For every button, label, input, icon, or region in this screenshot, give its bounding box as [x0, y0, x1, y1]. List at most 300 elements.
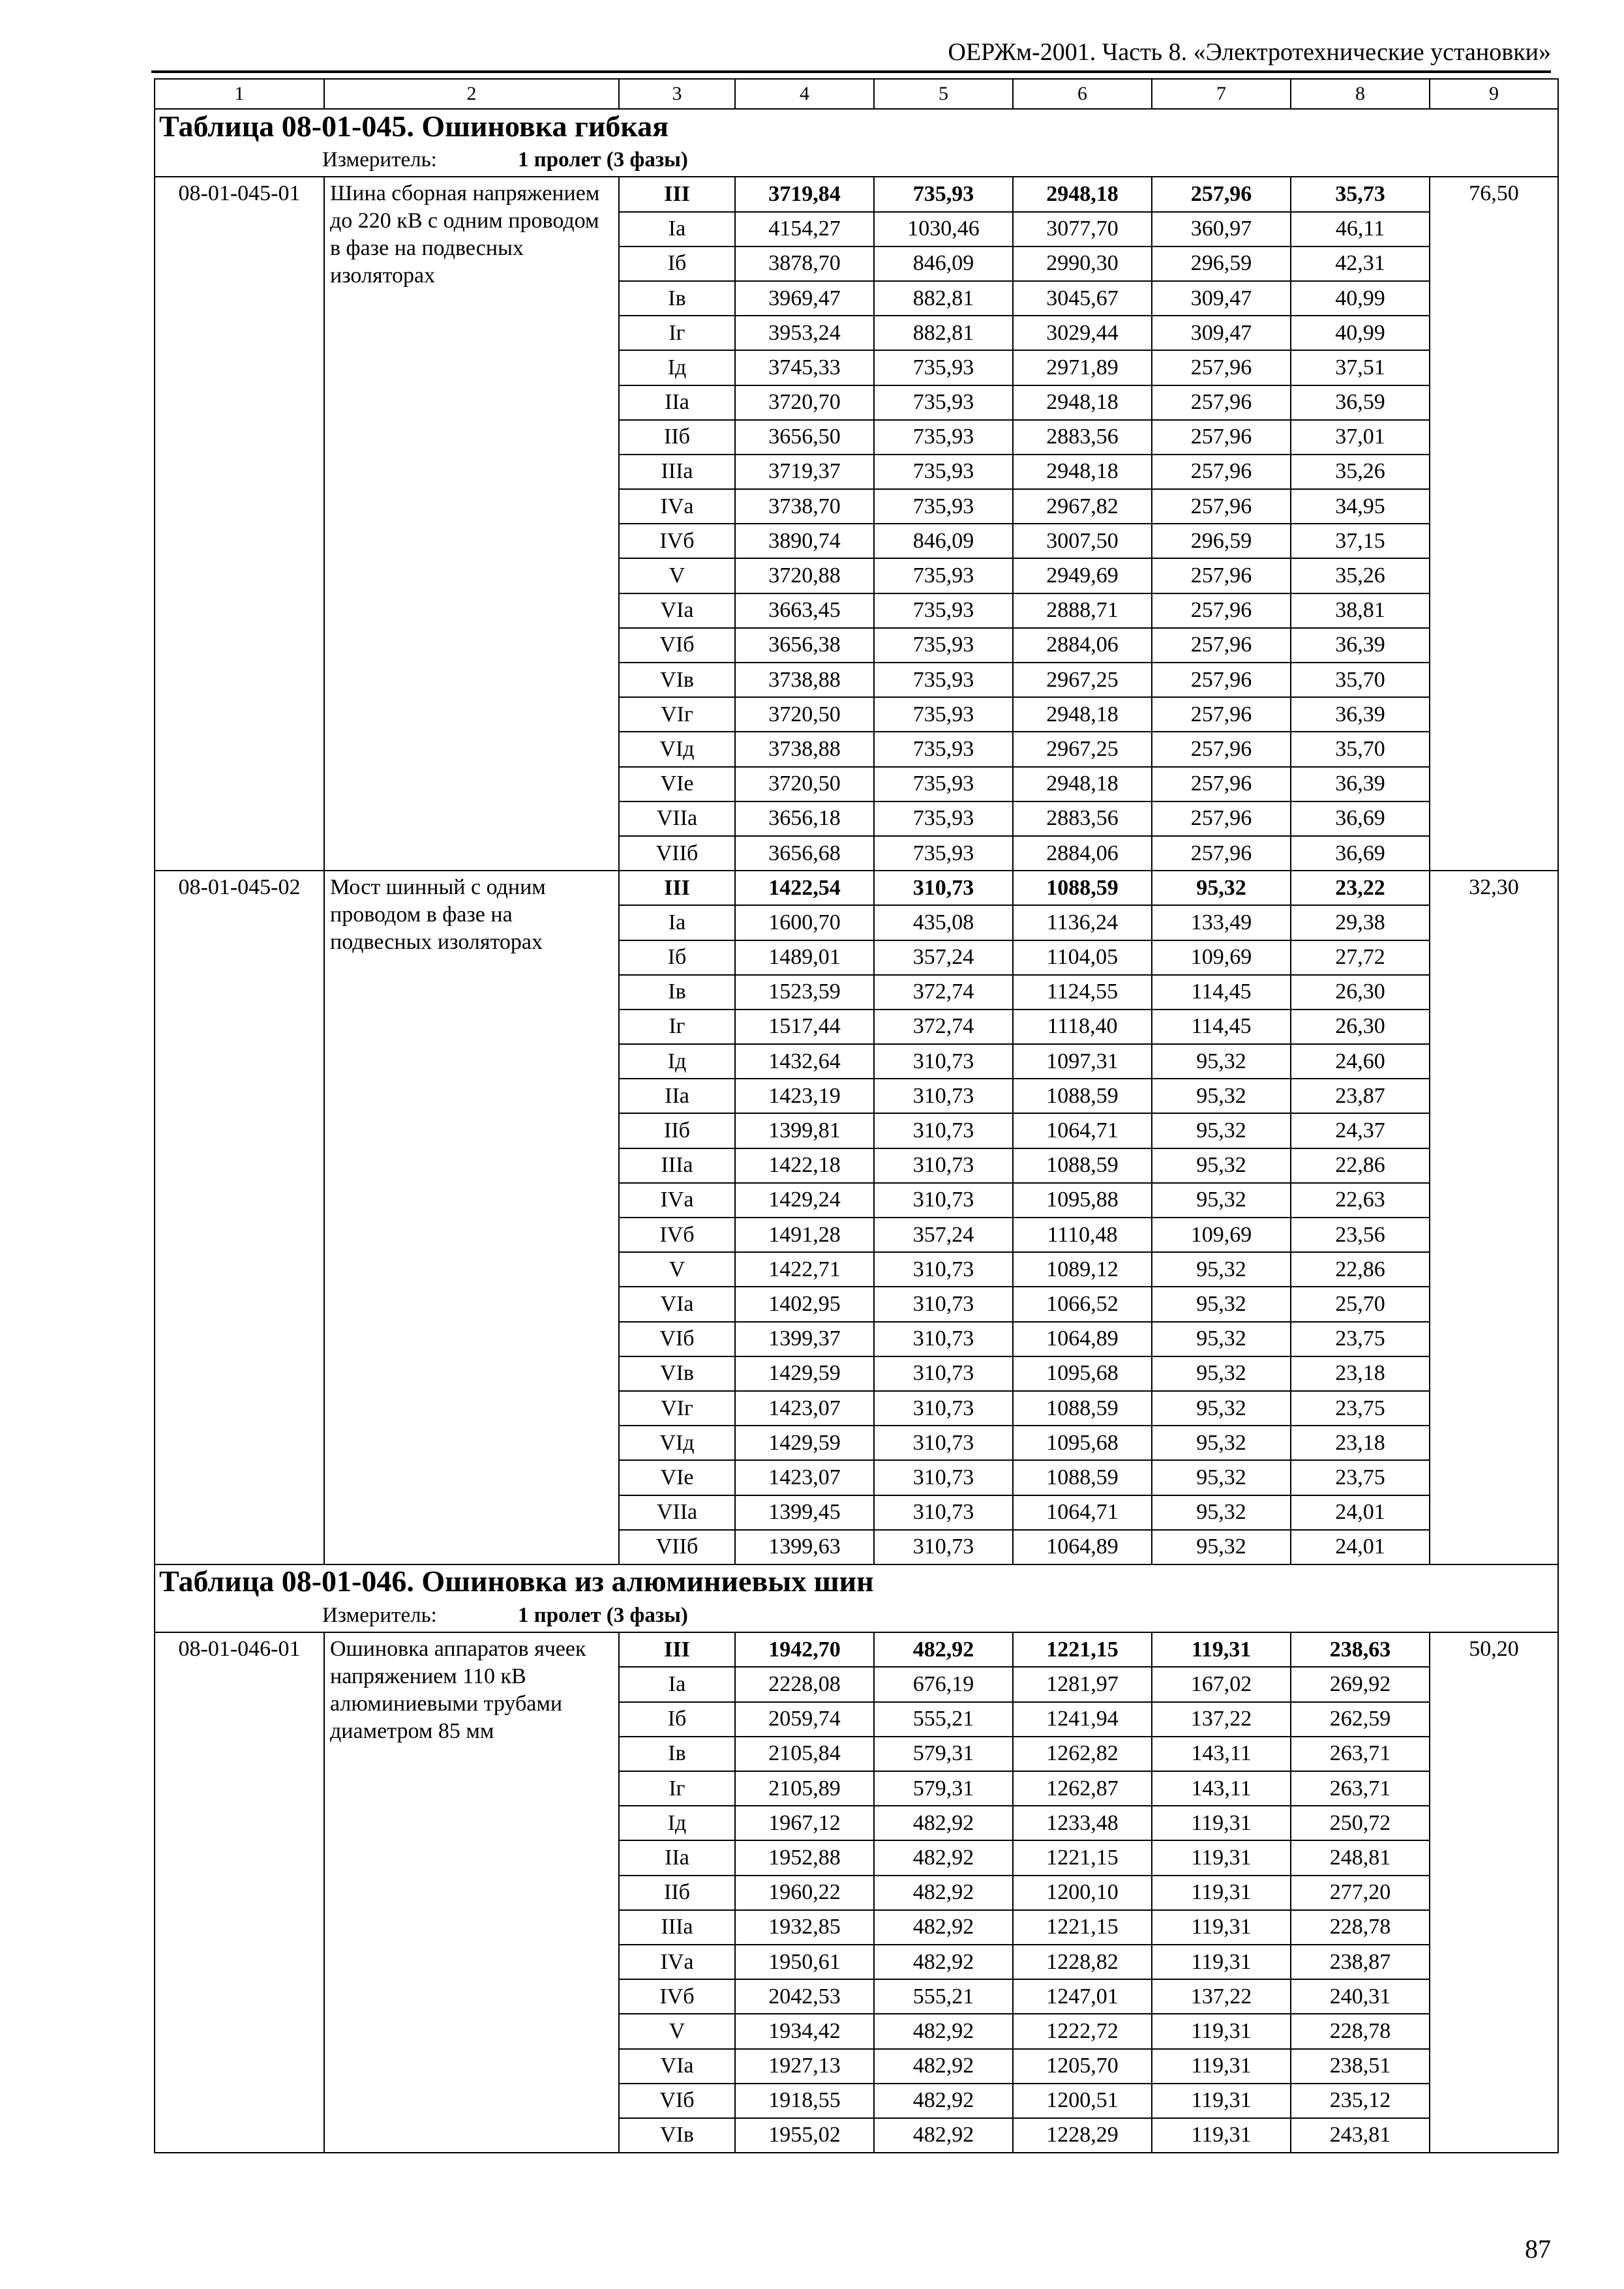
- page-number: 87: [1525, 2234, 1551, 2264]
- value-cell: 257,96: [1152, 558, 1291, 593]
- value-cell: 35,26: [1291, 455, 1430, 489]
- value-cell: 1095,68: [1013, 1426, 1152, 1460]
- value-cell: 26,30: [1291, 1010, 1430, 1044]
- value-cell: 735,93: [874, 489, 1013, 524]
- item-code: 08-01-045-02: [155, 871, 324, 1564]
- value-cell: 1399,37: [735, 1322, 874, 1356]
- value-cell: 482,92: [874, 1632, 1013, 1667]
- value-cell: 1089,12: [1013, 1252, 1152, 1287]
- value-cell: 735,93: [874, 455, 1013, 489]
- value-cell: 257,96: [1152, 732, 1291, 766]
- zone-cell: VIв: [619, 2118, 735, 2153]
- zone-cell: III: [619, 1632, 735, 1667]
- value-cell: 95,32: [1152, 1356, 1291, 1391]
- value-cell: 257,96: [1152, 420, 1291, 455]
- value-cell: 36,39: [1291, 628, 1430, 663]
- value-cell: 95,32: [1152, 1530, 1291, 1564]
- value-cell: 1228,82: [1013, 1945, 1152, 1979]
- value-cell: 1064,71: [1013, 1113, 1152, 1148]
- value-cell: 95,32: [1152, 1460, 1291, 1495]
- value-cell: 119,31: [1152, 1840, 1291, 1875]
- zone-cell: VIг: [619, 1391, 735, 1426]
- value-cell: 257,96: [1152, 801, 1291, 836]
- value-cell: 1110,48: [1013, 1218, 1152, 1252]
- table-row: [155, 1632, 1558, 1667]
- value-cell: 2971,89: [1013, 350, 1152, 385]
- zone-cell: Iв: [619, 1737, 735, 1771]
- zone-cell: VIб: [619, 1322, 735, 1356]
- value-cell: 35,70: [1291, 732, 1430, 766]
- value-cell: 882,81: [874, 316, 1013, 350]
- measure-row: [155, 1598, 1558, 1632]
- value-cell: 3656,38: [735, 628, 874, 663]
- value-cell: 1517,44: [735, 1010, 874, 1044]
- value-cell: 36,39: [1291, 767, 1430, 801]
- zone-cell: VIв: [619, 1356, 735, 1391]
- value-cell: 36,59: [1291, 385, 1430, 420]
- value-cell: 846,09: [874, 524, 1013, 558]
- zone-cell: VIа: [619, 2049, 735, 2084]
- value-cell: 3720,70: [735, 385, 874, 420]
- value-cell: 579,31: [874, 1737, 1013, 1771]
- value-cell: 29,38: [1291, 905, 1430, 940]
- zone-cell: VIб: [619, 628, 735, 663]
- value-cell: 2948,18: [1013, 697, 1152, 732]
- value-cell: 143,11: [1152, 1771, 1291, 1806]
- value-cell: 1088,59: [1013, 1079, 1152, 1113]
- value-cell: 1064,89: [1013, 1322, 1152, 1356]
- value-cell: 1960,22: [735, 1876, 874, 1910]
- value-cell: 3745,33: [735, 350, 874, 385]
- value-cell: 435,08: [874, 905, 1013, 940]
- measure-cell: [155, 143, 1558, 177]
- value-cell: 1422,54: [735, 871, 874, 905]
- value-cell: 1221,15: [1013, 1910, 1152, 1945]
- value-cell: 238,87: [1291, 1945, 1430, 1979]
- value-cell: 1262,82: [1013, 1737, 1152, 1771]
- zone-cell: V: [619, 1252, 735, 1287]
- value-cell: 1088,59: [1013, 1460, 1152, 1495]
- table-title-row: [155, 109, 1558, 143]
- zone-cell: Iб: [619, 940, 735, 975]
- column-number: 5: [874, 79, 1013, 109]
- value-cell: 1952,88: [735, 1840, 874, 1875]
- value-cell: 1429,24: [735, 1183, 874, 1218]
- value-cell: 1932,85: [735, 1910, 874, 1945]
- zone-cell: III: [619, 177, 735, 211]
- zone-cell: Iг: [619, 316, 735, 350]
- zone-cell: VIе: [619, 1460, 735, 1495]
- value-cell: 1205,70: [1013, 2049, 1152, 2084]
- value-cell: 1402,95: [735, 1287, 874, 1321]
- value-cell: 1950,61: [735, 1945, 874, 1979]
- value-cell: 257,96: [1152, 836, 1291, 871]
- value-cell: 372,74: [874, 1010, 1013, 1044]
- value-cell: 34,95: [1291, 489, 1430, 524]
- value-cell: 257,96: [1152, 489, 1291, 524]
- value-cell: 1432,64: [735, 1044, 874, 1079]
- value-cell: 2883,56: [1013, 420, 1152, 455]
- value-cell: 482,92: [874, 2014, 1013, 2048]
- value-cell: 95,32: [1152, 1322, 1291, 1356]
- value-cell: 482,92: [874, 1840, 1013, 1875]
- table-title-row: [155, 1564, 1558, 1598]
- value-cell: 2949,69: [1013, 558, 1152, 593]
- value-cell: 372,74: [874, 975, 1013, 1010]
- value-cell: 1955,02: [735, 2118, 874, 2153]
- value-cell: 310,73: [874, 1148, 1013, 1183]
- value-cell: 1429,59: [735, 1426, 874, 1460]
- zone-cell: IIа: [619, 1840, 735, 1875]
- value-cell: 846,09: [874, 247, 1013, 281]
- value-cell: 37,01: [1291, 420, 1430, 455]
- value-cell: 109,69: [1152, 1218, 1291, 1252]
- value-cell: 235,12: [1291, 2084, 1430, 2118]
- value-cell: 735,93: [874, 385, 1013, 420]
- value-cell: 23,87: [1291, 1079, 1430, 1113]
- measure-cell: [155, 1598, 1558, 1632]
- value-cell: 735,93: [874, 663, 1013, 697]
- zone-cell: Iб: [619, 247, 735, 281]
- value-cell: 309,47: [1152, 281, 1291, 316]
- value-cell: 257,96: [1152, 177, 1291, 211]
- zone-cell: VIе: [619, 767, 735, 801]
- value-cell: 2105,84: [735, 1737, 874, 1771]
- value-cell: 257,96: [1152, 350, 1291, 385]
- value-cell: 24,60: [1291, 1044, 1430, 1079]
- value-cell: 257,96: [1152, 385, 1291, 420]
- value-cell: 1523,59: [735, 975, 874, 1010]
- value-cell: 1423,19: [735, 1079, 874, 1113]
- value-cell: 735,93: [874, 558, 1013, 593]
- value-cell: 2059,74: [735, 1702, 874, 1737]
- value-cell: 3656,18: [735, 801, 874, 836]
- value-cell: 735,93: [874, 767, 1013, 801]
- zone-cell: Iб: [619, 1702, 735, 1737]
- value-cell: 2884,06: [1013, 628, 1152, 663]
- value-cell: 310,73: [874, 1287, 1013, 1321]
- value-cell: 3720,50: [735, 767, 874, 801]
- value-cell: 3953,24: [735, 316, 874, 350]
- value-cell: 482,92: [874, 1945, 1013, 1979]
- column-number-row: [155, 79, 1558, 109]
- value-cell: 735,93: [874, 836, 1013, 871]
- value-cell: 310,73: [874, 1044, 1013, 1079]
- zone-cell: Iд: [619, 1044, 735, 1079]
- value-cell: 1491,28: [735, 1218, 874, 1252]
- value-cell: 1399,45: [735, 1495, 874, 1530]
- value-cell: 1429,59: [735, 1356, 874, 1391]
- item-col9: 76,50: [1430, 177, 1558, 871]
- value-cell: 1422,71: [735, 1252, 874, 1287]
- zone-cell: Iд: [619, 1806, 735, 1840]
- value-cell: 1088,59: [1013, 1391, 1152, 1426]
- value-cell: 1228,29: [1013, 2118, 1152, 2153]
- zone-cell: VIд: [619, 732, 735, 766]
- value-cell: 360,97: [1152, 212, 1291, 247]
- value-cell: 1097,31: [1013, 1044, 1152, 1079]
- value-cell: 24,01: [1291, 1530, 1430, 1564]
- value-cell: 1222,72: [1013, 2014, 1152, 2048]
- value-cell: 40,99: [1291, 281, 1430, 316]
- value-cell: 137,22: [1152, 1979, 1291, 2014]
- zone-cell: Iа: [619, 1667, 735, 1701]
- value-cell: 228,78: [1291, 1910, 1430, 1945]
- value-cell: 882,81: [874, 281, 1013, 316]
- value-cell: 23,75: [1291, 1322, 1430, 1356]
- value-cell: 240,31: [1291, 1979, 1430, 2014]
- value-cell: 23,56: [1291, 1218, 1430, 1252]
- zone-cell: Iв: [619, 975, 735, 1010]
- column-number: 9: [1430, 79, 1558, 109]
- zone-cell: IIа: [619, 385, 735, 420]
- value-cell: 119,31: [1152, 1910, 1291, 1945]
- zone-cell: V: [619, 2014, 735, 2048]
- value-cell: 22,86: [1291, 1252, 1430, 1287]
- value-cell: 3738,88: [735, 663, 874, 697]
- value-cell: 114,45: [1152, 1010, 1291, 1044]
- value-cell: 1088,59: [1013, 871, 1152, 905]
- column-number: 1: [155, 79, 324, 109]
- value-cell: 4154,27: [735, 212, 874, 247]
- value-cell: 40,99: [1291, 316, 1430, 350]
- value-cell: 95,32: [1152, 1044, 1291, 1079]
- value-cell: 2967,25: [1013, 663, 1152, 697]
- zone-cell: VIIб: [619, 836, 735, 871]
- zone-cell: IIб: [619, 1113, 735, 1148]
- value-cell: 24,37: [1291, 1113, 1430, 1148]
- zone-cell: IIб: [619, 1876, 735, 1910]
- zone-cell: Iв: [619, 281, 735, 316]
- value-cell: 3045,67: [1013, 281, 1152, 316]
- value-cell: 35,73: [1291, 177, 1430, 211]
- value-cell: 257,96: [1152, 697, 1291, 732]
- value-cell: 95,32: [1152, 1148, 1291, 1183]
- value-cell: 109,69: [1152, 940, 1291, 975]
- value-cell: 23,18: [1291, 1426, 1430, 1460]
- value-cell: 114,45: [1152, 975, 1291, 1010]
- value-cell: 2105,89: [735, 1771, 874, 1806]
- value-cell: 36,69: [1291, 801, 1430, 836]
- value-cell: 310,73: [874, 1183, 1013, 1218]
- value-cell: 257,96: [1152, 628, 1291, 663]
- header-rule: [151, 70, 1551, 73]
- value-cell: 3738,70: [735, 489, 874, 524]
- value-cell: 3656,68: [735, 836, 874, 871]
- value-cell: 36,69: [1291, 836, 1430, 871]
- measure-label: Измеритель:: [322, 1603, 437, 1627]
- running-header: ОЕРЖм-2001. Часть 8. «Электротехнические установки»: [948, 38, 1551, 66]
- zone-cell: VIа: [619, 593, 735, 628]
- value-cell: 37,15: [1291, 524, 1430, 558]
- value-cell: 3969,47: [735, 281, 874, 316]
- value-cell: 735,93: [874, 593, 1013, 628]
- value-cell: 35,26: [1291, 558, 1430, 593]
- value-cell: 1927,13: [735, 2049, 874, 2084]
- value-cell: 310,73: [874, 1530, 1013, 1564]
- value-cell: 95,32: [1152, 1079, 1291, 1113]
- zone-cell: IIIа: [619, 1910, 735, 1945]
- zone-cell: Iа: [619, 212, 735, 247]
- value-cell: 95,32: [1152, 1426, 1291, 1460]
- value-cell: 310,73: [874, 871, 1013, 905]
- value-cell: 735,93: [874, 177, 1013, 211]
- value-cell: 310,73: [874, 1113, 1013, 1148]
- value-cell: 482,92: [874, 2118, 1013, 2153]
- value-cell: 95,32: [1152, 871, 1291, 905]
- value-cell: 133,49: [1152, 905, 1291, 940]
- value-cell: 2042,53: [735, 1979, 874, 2014]
- zone-cell: VIIб: [619, 1530, 735, 1564]
- value-cell: 309,47: [1152, 316, 1291, 350]
- value-cell: 1233,48: [1013, 1806, 1152, 1840]
- zone-cell: IIIа: [619, 1148, 735, 1183]
- value-cell: 676,19: [874, 1667, 1013, 1701]
- value-cell: 2883,56: [1013, 801, 1152, 836]
- value-cell: 2948,18: [1013, 455, 1152, 489]
- value-cell: 2990,30: [1013, 247, 1152, 281]
- value-cell: 119,31: [1152, 2049, 1291, 2084]
- value-cell: 310,73: [874, 1322, 1013, 1356]
- zone-cell: IVб: [619, 1979, 735, 2014]
- value-cell: 1064,89: [1013, 1530, 1152, 1564]
- column-number: 6: [1013, 79, 1152, 109]
- value-cell: 95,32: [1152, 1113, 1291, 1148]
- value-cell: 119,31: [1152, 1945, 1291, 1979]
- value-cell: 277,20: [1291, 1876, 1430, 1910]
- table-row: [155, 871, 1558, 905]
- value-cell: 1918,55: [735, 2084, 874, 2118]
- value-cell: 735,93: [874, 801, 1013, 836]
- value-cell: 1262,87: [1013, 1771, 1152, 1806]
- value-cell: 2948,18: [1013, 767, 1152, 801]
- value-cell: 95,32: [1152, 1287, 1291, 1321]
- value-cell: 1124,55: [1013, 975, 1152, 1010]
- value-cell: 119,31: [1152, 2014, 1291, 2048]
- value-cell: 3656,50: [735, 420, 874, 455]
- value-cell: 2948,18: [1013, 385, 1152, 420]
- value-cell: 36,39: [1291, 697, 1430, 732]
- value-cell: 310,73: [874, 1079, 1013, 1113]
- value-cell: 119,31: [1152, 1632, 1291, 1667]
- value-cell: 3719,84: [735, 177, 874, 211]
- value-cell: 35,70: [1291, 663, 1430, 697]
- value-cell: 1064,71: [1013, 1495, 1152, 1530]
- zone-cell: IVа: [619, 489, 735, 524]
- zone-cell: IVб: [619, 1218, 735, 1252]
- value-cell: 1200,51: [1013, 2084, 1152, 2118]
- value-cell: 257,96: [1152, 455, 1291, 489]
- value-cell: 137,22: [1152, 1702, 1291, 1737]
- value-cell: 3720,88: [735, 558, 874, 593]
- value-cell: 482,92: [874, 2084, 1013, 2118]
- column-number: 8: [1291, 79, 1430, 109]
- table-body: [155, 79, 1558, 2153]
- value-cell: 2948,18: [1013, 177, 1152, 211]
- value-cell: 296,59: [1152, 247, 1291, 281]
- zone-cell: IIIа: [619, 455, 735, 489]
- value-cell: 3663,45: [735, 593, 874, 628]
- value-cell: 1399,81: [735, 1113, 874, 1148]
- zone-cell: VIIа: [619, 801, 735, 836]
- value-cell: 2888,71: [1013, 593, 1152, 628]
- value-cell: 23,22: [1291, 871, 1430, 905]
- value-cell: 482,92: [874, 1910, 1013, 1945]
- value-cell: 228,78: [1291, 2014, 1430, 2048]
- value-cell: 1200,10: [1013, 1876, 1152, 1910]
- value-cell: 42,31: [1291, 247, 1430, 281]
- measure-row: [155, 143, 1558, 177]
- rates-table: [154, 78, 1559, 2153]
- zone-cell: VIд: [619, 1426, 735, 1460]
- value-cell: 25,70: [1291, 1287, 1430, 1321]
- value-cell: 23,75: [1291, 1460, 1430, 1495]
- value-cell: 27,72: [1291, 940, 1430, 975]
- column-number: 3: [619, 79, 735, 109]
- value-cell: 1221,15: [1013, 1840, 1152, 1875]
- value-cell: 1399,63: [735, 1530, 874, 1564]
- value-cell: 1095,88: [1013, 1183, 1152, 1218]
- value-cell: 1422,18: [735, 1148, 874, 1183]
- zone-cell: Iа: [619, 905, 735, 940]
- table-title: Таблица 08-01-045. Ошиновка гибкая: [155, 109, 1558, 143]
- zone-cell: VIг: [619, 697, 735, 732]
- item-code: 08-01-045-01: [155, 177, 324, 871]
- value-cell: 3077,70: [1013, 212, 1152, 247]
- value-cell: 119,31: [1152, 2084, 1291, 2118]
- value-cell: 1221,15: [1013, 1632, 1152, 1667]
- value-cell: 248,81: [1291, 1840, 1430, 1875]
- value-cell: 735,93: [874, 732, 1013, 766]
- zone-cell: IIб: [619, 420, 735, 455]
- item-description: Мост шинный с одним проводом в фазе на подвесных изоляторах: [324, 871, 619, 1564]
- value-cell: 3719,37: [735, 455, 874, 489]
- value-cell: 1088,59: [1013, 1148, 1152, 1183]
- measure-label: Измеритель:: [322, 147, 437, 172]
- value-cell: 1281,97: [1013, 1667, 1152, 1701]
- value-cell: 22,86: [1291, 1148, 1430, 1183]
- column-number: 4: [735, 79, 874, 109]
- value-cell: 257,96: [1152, 593, 1291, 628]
- value-cell: 24,01: [1291, 1495, 1430, 1530]
- value-cell: 555,21: [874, 1702, 1013, 1737]
- value-cell: 1118,40: [1013, 1010, 1152, 1044]
- value-cell: 1942,70: [735, 1632, 874, 1667]
- value-cell: 482,92: [874, 2049, 1013, 2084]
- value-cell: 119,31: [1152, 1876, 1291, 1910]
- value-cell: 257,96: [1152, 767, 1291, 801]
- value-cell: 3738,88: [735, 732, 874, 766]
- value-cell: 482,92: [874, 1876, 1013, 1910]
- value-cell: 1423,07: [735, 1460, 874, 1495]
- value-cell: 46,11: [1291, 212, 1430, 247]
- zone-cell: VIв: [619, 663, 735, 697]
- zone-cell: Iд: [619, 350, 735, 385]
- value-cell: 3890,74: [735, 524, 874, 558]
- value-cell: 310,73: [874, 1495, 1013, 1530]
- value-cell: 310,73: [874, 1252, 1013, 1287]
- value-cell: 1241,94: [1013, 1702, 1152, 1737]
- value-cell: 269,92: [1291, 1667, 1430, 1701]
- value-cell: 119,31: [1152, 1806, 1291, 1840]
- zone-cell: VIб: [619, 2084, 735, 2118]
- value-cell: 26,30: [1291, 975, 1430, 1010]
- value-cell: 2884,06: [1013, 836, 1152, 871]
- value-cell: 3720,50: [735, 697, 874, 732]
- measure-value: 1 пролет (3 фазы): [518, 1603, 688, 1627]
- value-cell: 357,24: [874, 1218, 1013, 1252]
- table-row: [155, 177, 1558, 211]
